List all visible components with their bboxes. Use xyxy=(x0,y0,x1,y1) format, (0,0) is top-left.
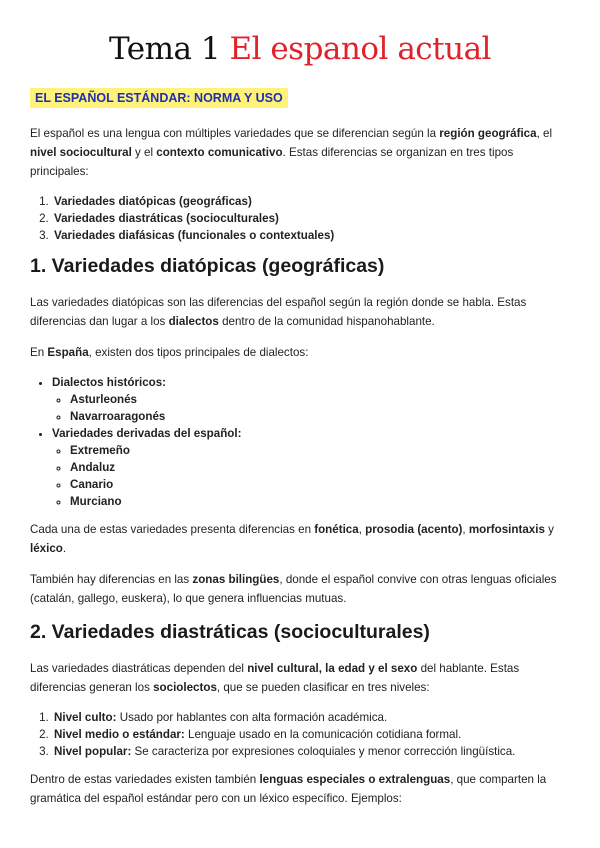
level-text: Lenguaje usado en la comunicación cotidiana formal. xyxy=(184,728,462,741)
list-item xyxy=(70,408,570,425)
list-item xyxy=(70,476,570,493)
intro-bold: región geográfica xyxy=(439,127,537,140)
text: Dentro de estas variedades existen también xyxy=(30,773,260,786)
list-item-text: Variedades diatópicas (geográficas) xyxy=(54,195,252,208)
bold-text: léxico xyxy=(30,542,63,555)
bold-text: zonas bilingües xyxy=(192,573,280,586)
list-item xyxy=(52,374,570,425)
bold-text: nivel cultural, la edad y el sexo xyxy=(247,662,418,675)
text: , que comparten la gramática del español estándar pero con un léxico específico. Ejemplos: xyxy=(30,773,547,805)
intro-text: . Estas diferencias se organizan en tres tipos principales: xyxy=(30,146,514,178)
group-label: Dialectos históricos: xyxy=(52,376,167,389)
section-heading-2: 2. Variedades diastráticas (socioculturales) xyxy=(30,621,430,643)
intro-text: , el xyxy=(536,127,553,140)
bold-text: sociolectos xyxy=(153,681,217,694)
list-item xyxy=(52,425,570,510)
list-item xyxy=(70,391,570,408)
list-item xyxy=(70,493,570,510)
text: y xyxy=(544,523,554,536)
types-list xyxy=(30,193,570,244)
sublist xyxy=(52,391,570,425)
text: Las variedades diastráticas dependen del xyxy=(30,662,248,675)
text: Cada una de estas variedades presenta diferencias en xyxy=(30,523,315,536)
list-item xyxy=(70,459,570,476)
paragraph xyxy=(30,343,570,362)
text: , existen dos tipos principales de dialectos: xyxy=(88,346,309,359)
paragraph xyxy=(30,293,570,331)
intro-paragraph xyxy=(30,124,570,181)
group-label: Variedades derivadas del español: xyxy=(52,427,242,440)
text: dentro de la comunidad hispanohablante. xyxy=(218,315,435,328)
page-title xyxy=(30,28,570,70)
text: En xyxy=(30,346,48,359)
level-text: Usado por hablantes con alta formación académica. xyxy=(116,711,388,724)
text: Las variedades diatópicas son las diferencias del español según la región donde se habla. Estas diferencias dan lugar a los xyxy=(30,296,527,328)
list-item-text: Murciano xyxy=(70,495,122,508)
text: , que se pueden clasificar en tres niveles: xyxy=(216,681,430,694)
bold-text: lenguas especiales o extralenguas xyxy=(259,773,451,786)
text: , xyxy=(462,523,469,536)
list-item xyxy=(52,227,570,244)
list-item xyxy=(52,709,570,726)
intro-text: El español es una lengua con múltiples variedades que se diferencian según la xyxy=(30,127,440,140)
paragraph xyxy=(30,770,570,808)
list-item-text: Variedades diafásicas (funcionales o contextuales) xyxy=(54,229,335,242)
list-item-text: Extremeño xyxy=(70,444,130,457)
text: . xyxy=(62,542,67,555)
intro-bold: nivel sociocultural xyxy=(30,146,132,159)
section-label-highlight: EL ESPAÑOL ESTÁNDAR: NORMA Y USO xyxy=(30,88,288,108)
bold-text: morfosintaxis xyxy=(468,523,545,536)
title-main: El espanol actual xyxy=(229,31,491,67)
level-label: Nivel popular: xyxy=(54,745,132,758)
title-prefix: Tema 1 xyxy=(109,31,221,67)
list-item-text: Andaluz xyxy=(70,461,116,474)
list-item-text: Navarroaragonés xyxy=(70,410,166,423)
list-item xyxy=(52,210,570,227)
level-label: Nivel culto: xyxy=(54,711,117,724)
text: También hay diferencias en las xyxy=(30,573,193,586)
bold-text: prosodia (acento) xyxy=(365,523,463,536)
text: , donde el español convive con otras lenguas oficiales (catalán, gallego, euskera), lo que genera influencias mutuas. xyxy=(30,573,557,605)
level-label: Nivel medio o estándar: xyxy=(54,728,185,741)
bold-text: España xyxy=(47,346,89,359)
list-item xyxy=(52,743,570,760)
level-text: Se caracteriza por expresiones coloquiales y menor corrección lingüística. xyxy=(131,745,516,758)
list-item-text: Canario xyxy=(70,478,114,491)
list-item xyxy=(52,193,570,210)
text: , xyxy=(358,523,366,536)
bold-text: fonética xyxy=(314,523,359,536)
paragraph xyxy=(30,570,570,608)
list-item xyxy=(70,442,570,459)
paragraph xyxy=(30,659,570,697)
list-item-text: Variedades diastráticas (socioculturales) xyxy=(54,212,279,225)
list-item xyxy=(52,726,570,743)
section-heading-1: 1. Variedades diatópicas (geográficas) xyxy=(30,255,385,277)
paragraph xyxy=(30,520,570,558)
dialect-list xyxy=(30,374,570,510)
bold-text: dialectos xyxy=(168,315,219,328)
sublist xyxy=(52,442,570,510)
intro-bold: contexto comunicativo xyxy=(156,146,283,159)
text: del hablante. Estas diferencias generan los xyxy=(30,662,520,694)
levels-list xyxy=(30,709,570,760)
list-item-text: Asturleonés xyxy=(70,393,138,406)
intro-text: y el xyxy=(131,146,157,159)
